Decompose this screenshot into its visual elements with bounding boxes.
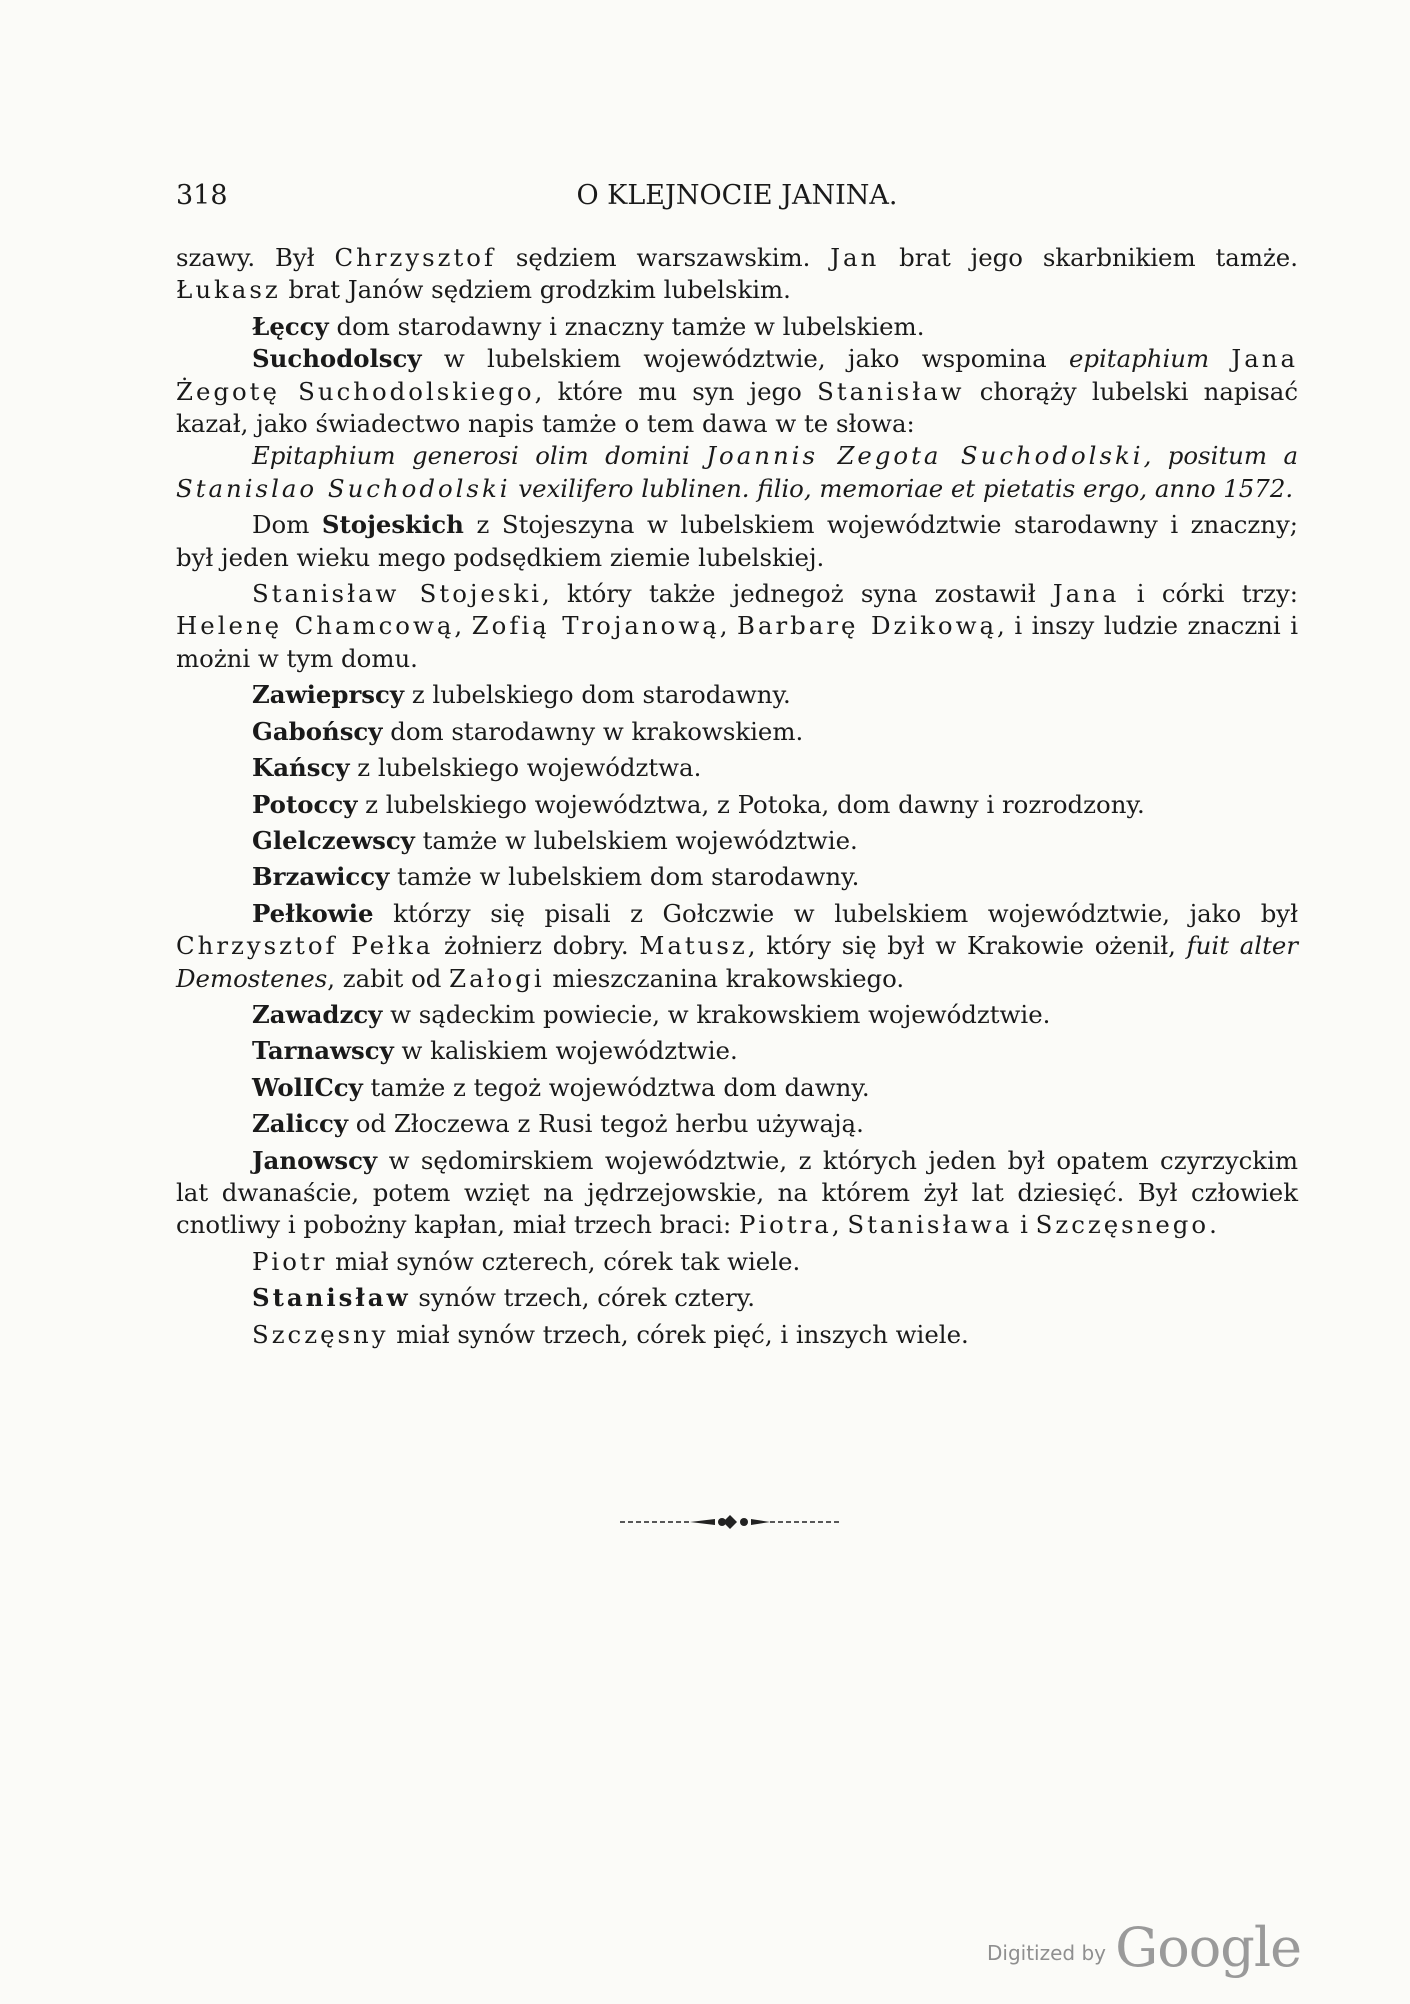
name-szczesny: Szczęsny [252, 1319, 389, 1349]
paragraph-pelkowie [176, 898, 1298, 995]
paragraph-suchodolscy [176, 343, 1298, 440]
text: , i inszy ludzie znaczni i możni w tym domu. [176, 611, 1299, 673]
family-name: Potoccy [252, 789, 358, 819]
family-name: Brzawiccy [252, 862, 390, 892]
text: synów trzech, córek cztery. [410, 1283, 755, 1313]
page-number: 318 [176, 180, 228, 211]
text: brat Janów sędziem grodzkim lubelskim. [280, 275, 791, 305]
text: w lubelskiem województwie, jako wspomina [421, 344, 1069, 374]
text: , [454, 611, 472, 641]
text: tamże w lubelskiem województwie. [414, 825, 858, 855]
text: . [1209, 1210, 1217, 1240]
running-title: O KLEJNOCIE JANINA. [576, 180, 898, 211]
text: z lubelskiego dom starodawny. [404, 680, 791, 710]
name-stanislaw: Stanisław [252, 1283, 411, 1313]
text: żołnierz dobry. [433, 931, 640, 961]
name-jan: Jan [830, 243, 880, 272]
paragraph-gabonscy [176, 716, 1298, 748]
name-piotr: Piotra [738, 1210, 832, 1240]
text: z Stojeszyna w lubelskiem województwie starodawny i znaczny; był jeden wieku mego podsędkiem ziemie lubelskiej. [176, 510, 1298, 572]
text: szawy. Był [176, 243, 335, 272]
family-name: Zawieprscy [252, 680, 405, 710]
family-name: Suchodolscy [252, 344, 422, 374]
text: w sądeckim powiecie, w krakowskiem województwie. [382, 999, 1051, 1029]
paragraph-epitaph [176, 440, 1298, 505]
paragraph-zawadzcy [176, 999, 1298, 1031]
paragraph-wolliccy [176, 1072, 1298, 1104]
family-name: Janowscy [252, 1145, 378, 1175]
paragraph-potoccy [176, 789, 1298, 821]
text: , który także jednegoż syna zostawił [541, 579, 1053, 609]
paragraph-stojescy [176, 509, 1298, 574]
name-lukasz: Łukasz [176, 275, 281, 305]
name-stanislaw: Stanisław [817, 376, 965, 406]
page-body [176, 242, 1298, 1351]
text: i [1012, 1210, 1036, 1240]
text: z lubelskiego województwa, z Potoka, dom dawny i rozrodzony. [357, 789, 1145, 819]
text: którzy się pisali z Gołczwie w lubelskiem województwie, jako był [373, 898, 1298, 928]
name-chrzysztof-pelka: Chrzysztof Pełka [176, 931, 434, 961]
name-szczesny: Szczęsnego [1035, 1210, 1210, 1240]
paragraph-piotr [176, 1246, 1298, 1278]
latin-text: vexilifero lublinen. filio, memoriae et pietatis ergo, anno 1572. [510, 473, 1294, 503]
paragraph-zawieprscy [176, 679, 1298, 711]
family-name: Zawadzcy [252, 999, 383, 1029]
paragraph-kanscy [176, 752, 1298, 784]
paragraph-leccy [176, 311, 1298, 343]
text: z lubelskiego województwa. [349, 753, 702, 783]
name-stanislaw-stojeski: Stanisław Stojeski [252, 579, 542, 609]
name-helena: Helenę Chamcową [176, 611, 455, 641]
text: miał synów czterech, córek tak wiele. [327, 1246, 801, 1276]
name-zalogi: Załogi [449, 963, 545, 993]
digitized-label: Digitized by [987, 1941, 1106, 1965]
latin-name: Joannis Zegota Suchodolski [706, 441, 1144, 471]
latin-text: , positum a [1143, 441, 1298, 471]
text: , zabit od [327, 963, 450, 993]
text: brat jego skarbnikiem tamże. [879, 243, 1298, 272]
family-name: Łęccy [252, 311, 329, 341]
paragraph-szczesny [176, 1319, 1298, 1351]
name-stanislaw: Stanisława [847, 1210, 1013, 1240]
latin-text: Epitaphium generosi olim domini [252, 441, 707, 471]
family-name: Gabońscy [252, 716, 383, 746]
text: chorąży lubelski napisać kazał, jako świadectwo napis tamże o tem dawa w te słowa: [176, 376, 1299, 439]
text: tamże z tegoż województwa dom dawny. [362, 1072, 870, 1102]
family-name: Stojeskich [321, 510, 464, 540]
paragraph-janowscy [176, 1145, 1298, 1242]
text: sędziem warszawskim. [496, 243, 831, 272]
text: i córki trzy: [1119, 579, 1298, 609]
text: w kaliskiem województwie. [393, 1036, 738, 1066]
family-name: Glelczewscy [252, 825, 415, 855]
text: tamże w lubelskiem dom starodawny. [389, 862, 860, 892]
paragraph-stanislaw [176, 1282, 1298, 1314]
latin-name: Stanislao Suchodolski [176, 473, 511, 503]
name-barbara: Barbarę Dzikową [737, 611, 998, 641]
text: dom starodawny w krakowskiem. [382, 716, 804, 746]
family-name: Tarnawscy [252, 1036, 394, 1066]
end-ornament [620, 1512, 840, 1532]
digitized-watermark [987, 1910, 1302, 1979]
paragraph-stojeski [176, 578, 1298, 675]
text [1209, 344, 1231, 373]
latin-term: epitaphium [1068, 344, 1210, 374]
paragraph-1 [176, 242, 1298, 307]
text: w sędomirskiem województwie, z których jeden był opatem czyrzyckim lat dwanaście, potem wzięt na jędrzejowskie, na którem żył lat dziesięć. Był człowiek cnotliwy i pobożny kapłan, miał trzech braci: [176, 1145, 1298, 1240]
text: , które mu syn jego [534, 376, 818, 406]
name-jan-zegota: Jana Żegotę Suchodolskiego [176, 344, 1298, 406]
name-matusz: Matusz [639, 931, 748, 961]
text: Dom [252, 510, 322, 540]
family-name: WolICcy [252, 1072, 363, 1102]
family-name: Kańscy [252, 753, 350, 783]
paragraph-zaliccy [176, 1108, 1298, 1140]
text: , [719, 611, 738, 641]
page-header [176, 180, 1298, 220]
text: , [831, 1210, 848, 1240]
family-name: Zaliccy [252, 1109, 349, 1139]
text: miał synów trzech, córek pięć, i inszych wiele. [388, 1319, 969, 1349]
text: dom starodawny i znaczny tamże w lubelskiem. [328, 311, 925, 341]
name-zofia: Zofią Trojanową [471, 611, 720, 641]
family-name: Pełkowie [252, 898, 374, 928]
paragraph-tarnawscy [176, 1035, 1298, 1067]
text: od Złoczewa z Rusi tegoż herbu używają. [348, 1109, 864, 1139]
google-logo: Google [1115, 1916, 1302, 1979]
text: , który się był w Krakowie ożenił, [747, 931, 1187, 961]
latin-phrase: fuit alter Demostenes [176, 931, 1298, 993]
paragraph-brzawiccy [176, 861, 1298, 893]
paragraph-glelczewscy [176, 825, 1298, 857]
name-jana: Jana [1052, 579, 1120, 609]
name-chrzysztof: Chrzysztof [334, 243, 496, 272]
text: mieszczanina krakowskiego. [544, 963, 905, 993]
name-piotr: Piotr [252, 1246, 328, 1276]
